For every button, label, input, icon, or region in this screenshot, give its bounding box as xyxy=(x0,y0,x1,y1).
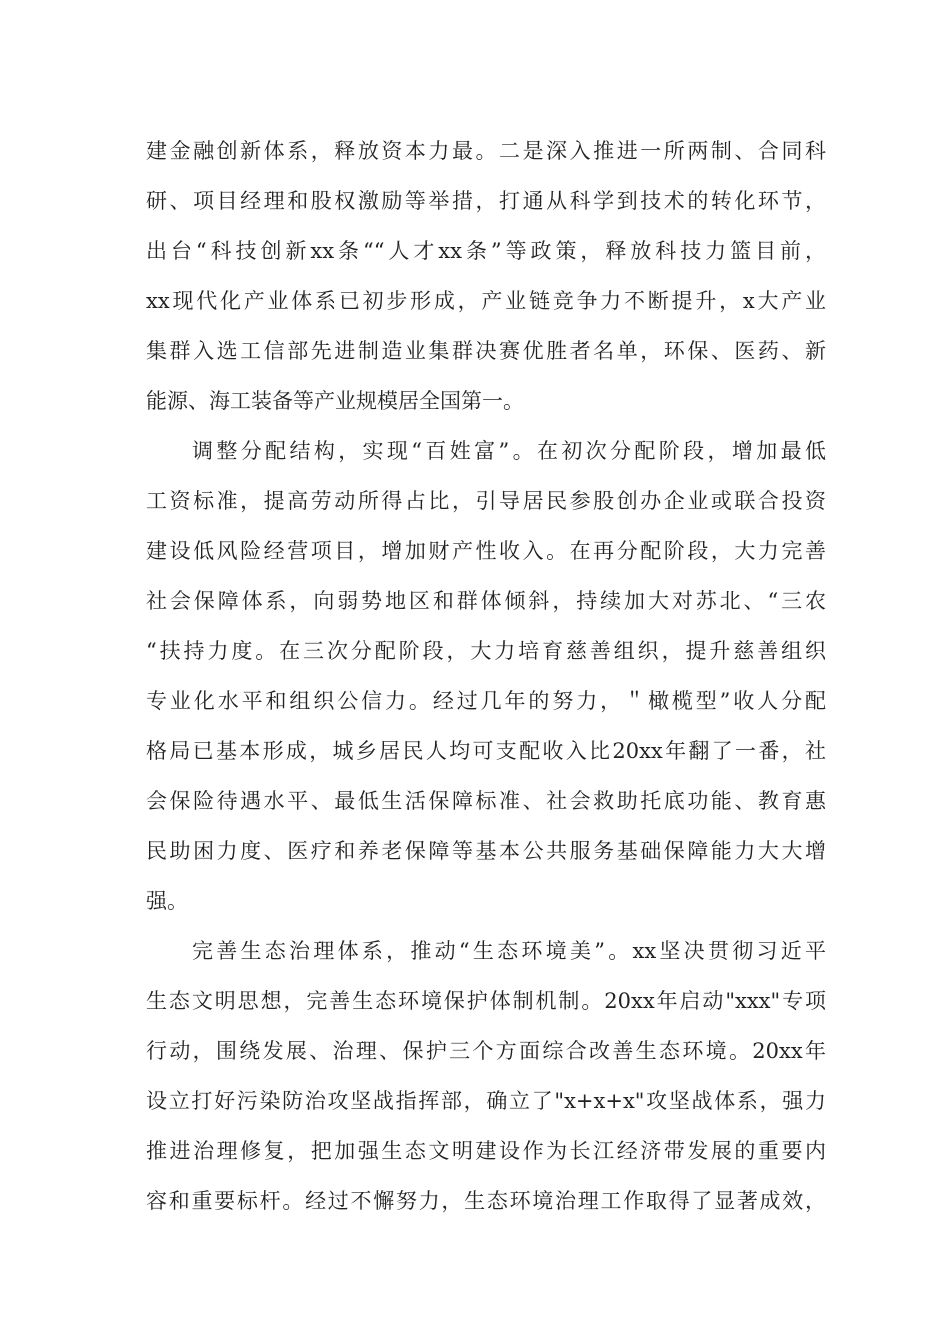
text-line: 研、项目经理和股权激励等举措，打通从科学到技术的转化环节， xyxy=(146,189,826,213)
text-line: 民助困力度、医疗和养老保障等基本公共服务基础保障能力大大增 xyxy=(146,839,826,863)
paragraph-first-line: 调整分配结构，实现“百姓富”。在初次分配阶段，增加最低 xyxy=(192,439,826,463)
text-line: 行动，围绕发展、治理、保护三个方面综合改善生态环境。20xx年 xyxy=(146,1039,826,1063)
text-line: 专业化水平和组织公信力。经过几年的努力，＂橄榄型”收人分配 xyxy=(146,689,826,713)
text-line: 设立打好污染防治攻坚战指挥部，确立了"x+x+x"攻坚战体系，强力 xyxy=(146,1089,826,1113)
text-line: 生态文明思想，完善生态环境保护体制机制。20xx年启动"xxx"专项 xyxy=(146,989,826,1013)
text-line: 工资标准，提高劳动所得占比，引导居民参股创办企业或联合投资 xyxy=(146,489,826,513)
text-line: 强。 xyxy=(146,889,188,913)
text-line: 建设低风险经营项目，增加财产性收入。在再分配阶段，大力完善 xyxy=(146,539,826,563)
text-line: 容和重要标杆。经过不懈努力，生态环境治理工作取得了显著成效， xyxy=(146,1189,826,1213)
text-line: 推进治理修复，把加强生态文明建设作为长江经济带发展的重要内 xyxy=(146,1139,826,1163)
text-line: 建金融创新体系，释放资本力最。二是深入推进一所两制、合同科 xyxy=(146,139,826,163)
text-line: 能源、海工装备等产业规模居全国第一。 xyxy=(146,389,524,413)
text-line: 出台“科技创新xx条““人才xx条”等政策，释放科技力篮目前， xyxy=(146,239,826,263)
text-line: 集群入选工信部先进制造业集群决赛优胜者名单，环保、医药、新 xyxy=(146,339,826,363)
text-line: 格局已基本形成，城乡居民人均可支配收入比20xx年翻了一番，社 xyxy=(146,739,826,763)
text-line: “扶持力度。在三次分配阶段，大力培育慈善组织，提升慈善组织 xyxy=(146,639,826,663)
text-line: 会保险待遇水平、最低生活保障标准、社会救助托底功能、教育惠 xyxy=(146,789,826,813)
text-line: 社会保障体系，向弱势地区和群体倾斜，持续加大对苏北、“三农 xyxy=(146,589,826,613)
paragraph-first-line: 完善生态治理体系，推动“生态环境美”。xx坚决贯彻习近平 xyxy=(192,939,826,963)
text-line: xx现代化产业体系已初步形成，产业链竞争力不断提升，x大产业 xyxy=(146,289,826,313)
